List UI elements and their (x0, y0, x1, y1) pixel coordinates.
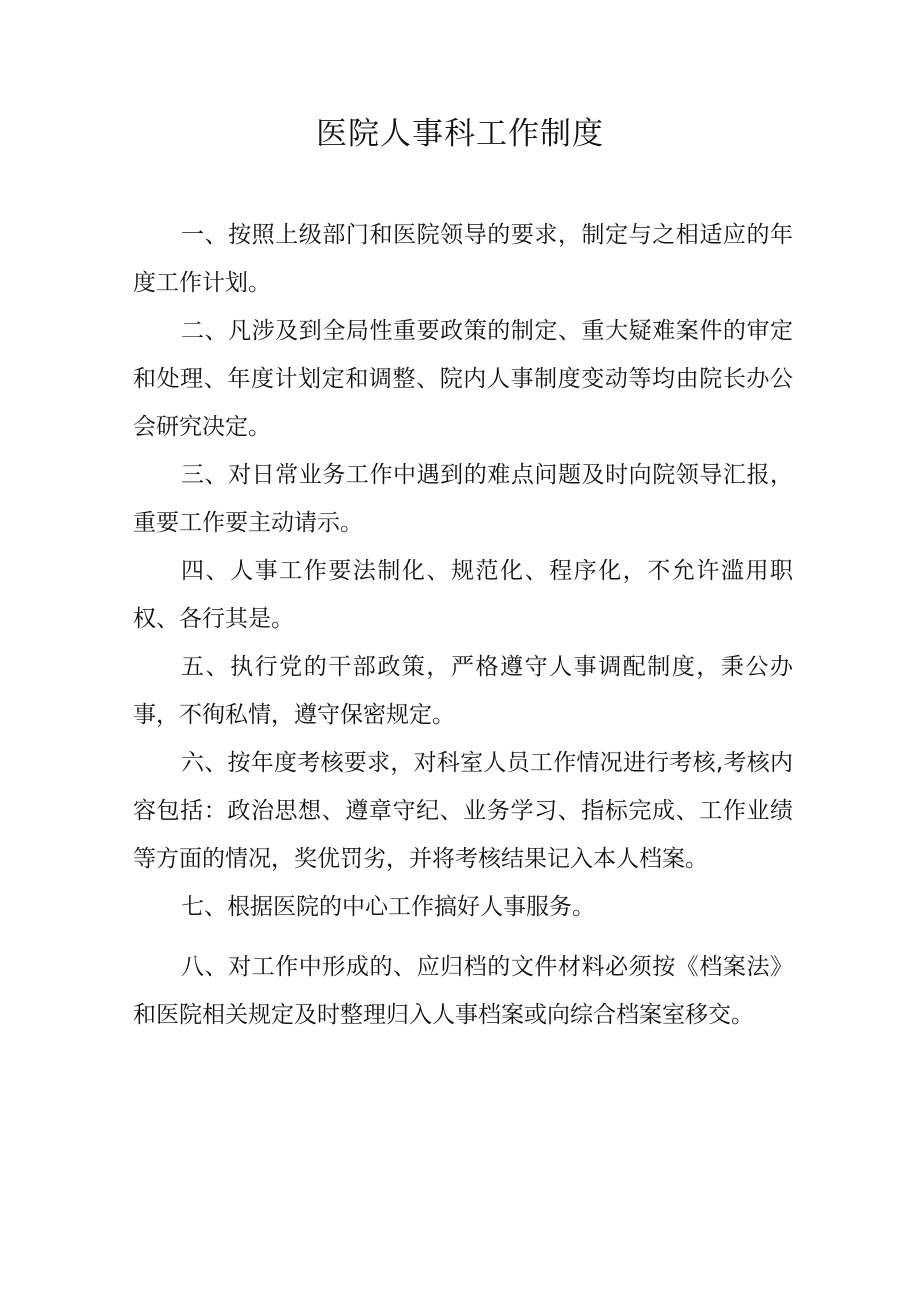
paragraph-1: 一、按照上级部门和医院领导的要求，制定与之相适应的年度工作计划。 (133, 222, 793, 296)
paragraph-6: 六、按年度考核要求，对科室人员工作情况进行考核,考核内容包括：政治思想、遵章守纪、业务学习、指标完成、工作业绩等方面的情况，奖优罚劣，并将考核结果记入本人档案。 (133, 750, 793, 872)
paragraph-8: 八、对工作中形成的、应归档的文件材料必须按《档案法》和医院相关规定及时整理归入人事档案或向综合档案室移交。 (133, 954, 793, 1028)
document-title: 医院人事科工作制度 (316, 116, 604, 152)
paragraph-3: 三、对日常业务工作中遇到的难点问题及时向院领导汇报，重要工作要主动请示。 (133, 462, 793, 536)
paragraph-7: 七、根据医院的中心工作搞好人事服务。 (181, 894, 595, 920)
paragraph-5: 五、执行党的干部政策，严格遵守人事调配制度，秉公办事，不徇私情，遵守保密规定。 (133, 654, 793, 728)
paragraph-2: 二、凡涉及到全局性重要政策的制定、重大疑难案件的审定和处理、年度计划定和调整、院内人事制度变动等均由院长办公会研究决定。 (133, 318, 793, 440)
paragraph-4: 四、人事工作要法制化、规范化、程序化，不允许滥用职权、各行其是。 (133, 558, 793, 632)
document-body (133, 211, 793, 1039)
